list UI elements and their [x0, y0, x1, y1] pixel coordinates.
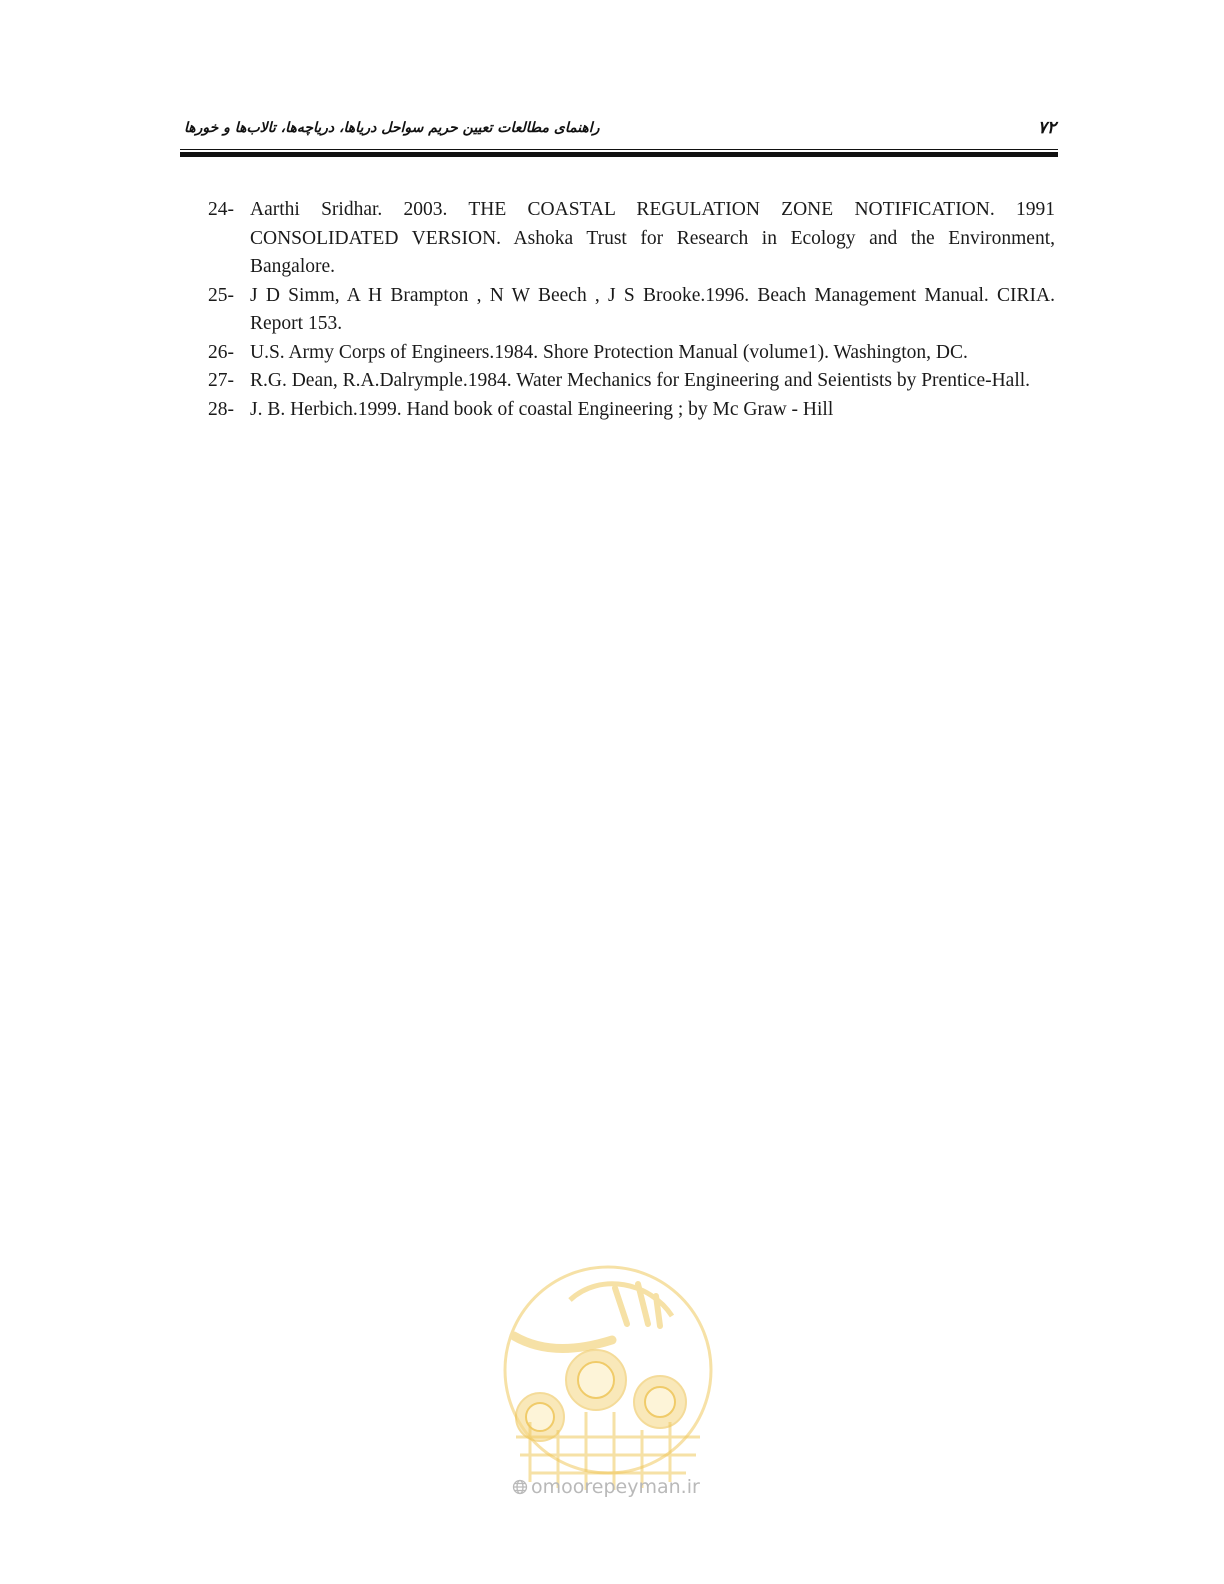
- reference-number: 26-: [208, 341, 234, 363]
- reference-text: U.S. Army Corps of Engineers.1984. Shore Protection Manual (volume1). Washington, DC.: [250, 341, 968, 363]
- reference-number: 25-: [208, 284, 234, 306]
- watermark-site-text: omoorepeyman.ir: [531, 1476, 700, 1498]
- reference-item: [208, 396, 1055, 425]
- reference-text: J D Simm, A H Brampton , N W Beech , J S Brooke.1996. Beach Management Manual. CIRIA. Report 153.: [250, 284, 1055, 334]
- reference-item: [208, 367, 1055, 396]
- reference-number: 24-: [208, 199, 234, 220]
- reference-item: [208, 282, 1055, 339]
- reference-text: J. B. Herbich.1999. Hand book of coastal Engineering ; by Mc Graw - Hill: [250, 398, 834, 420]
- reference-text: Aarthi Sridhar. 2003. THE COASTAL REGULATION ZONE NOTIFICATION. 1991 CONSOLIDATED VERSION. Ashoka Trust for Research in Ecology and the Environment, Bangalore.: [250, 199, 1055, 277]
- header-rule-thin: [180, 149, 1058, 150]
- watermark-site-label: [512, 1476, 700, 1498]
- reference-list: [208, 196, 1055, 424]
- page-number: ۷۲: [1037, 118, 1056, 138]
- header-rule-thick: [180, 152, 1058, 157]
- reference-item: [208, 339, 1055, 368]
- reference-number: 27-: [208, 370, 234, 391]
- page-header: [180, 116, 1058, 160]
- globe-icon: [512, 1479, 528, 1495]
- reference-item: [208, 196, 1055, 282]
- running-header-title: راهنمای مطالعات تعیین حریم سواحل دریاها، دریاچه‌ها، تالاب‌ها و خورها: [184, 120, 600, 136]
- watermark-logo: [500, 1262, 716, 1502]
- reference-text: R.G. Dean, R.A.Dalrymple.1984. Water Mechanics for Engineering and Seientists by Prentice-Hall.: [250, 370, 1031, 391]
- reference-number: 28-: [208, 398, 234, 420]
